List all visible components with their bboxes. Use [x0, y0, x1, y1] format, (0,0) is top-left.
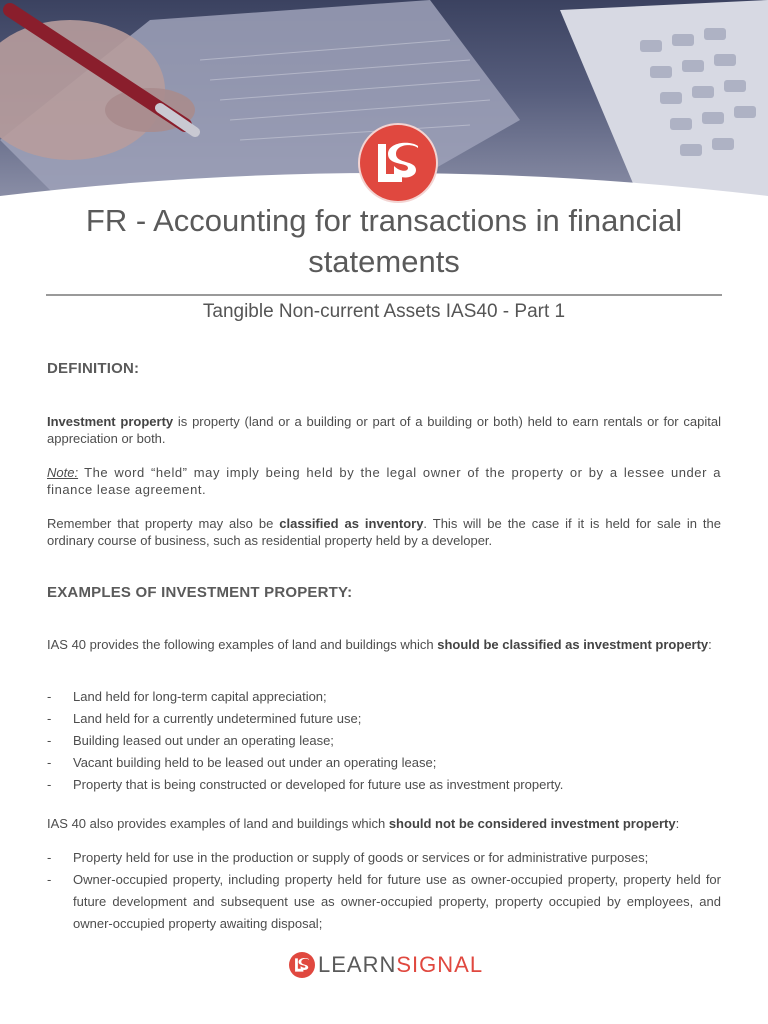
- list-item: [47, 686, 721, 708]
- list-dash: -: [47, 872, 52, 887]
- list-item-text: Land held for a currently undetermined future use;: [73, 711, 362, 726]
- inventory-text-pre: Remember that property may also be: [47, 516, 280, 531]
- list-dash: -: [47, 711, 52, 726]
- list-dash: -: [47, 755, 52, 770]
- inventory-text-post: . This will be the case if it is held for sale in the ordinary course of business, such as residential property held by a developer.: [47, 516, 721, 548]
- examples-intro: [47, 636, 721, 653]
- list-dash: -: [47, 689, 52, 704]
- list-dash: -: [47, 733, 52, 748]
- list-item-text: Building leased out under an operating lease;: [73, 733, 334, 748]
- brand-word-signal: SIGNAL: [396, 952, 484, 977]
- list-item-text: Property held for use in the production or supply of goods or services or for administrative purposes;: [73, 850, 649, 865]
- list-dash: -: [47, 850, 52, 865]
- list-item-text: Property that is being constructed or developed for future use as investment property.: [73, 777, 564, 792]
- not-intro-pre: IAS 40 also provides examples of land and buildings which: [47, 816, 389, 831]
- list-item: [47, 708, 721, 730]
- page-subtitle: Tangible Non-current Assets IAS40 - Part 1: [202, 301, 566, 322]
- list-dash: -: [47, 777, 52, 792]
- list-item-text: Vacant building held to be leased out under an operating lease;: [73, 755, 437, 770]
- note-text: The word “held” may imply being held by the legal owner of the property or by a lessee under a finance lease agreement.: [47, 465, 721, 497]
- list-item: [47, 869, 721, 935]
- not-investment-property-list: [47, 847, 721, 935]
- definition-heading: DEFINITION:: [47, 360, 140, 377]
- definition-paragraph: [47, 413, 721, 447]
- note-label: Note:: [47, 465, 79, 480]
- investment-property-term: Investment property: [47, 414, 174, 429]
- not-investment-intro: [47, 815, 721, 832]
- investment-property-list: [47, 686, 721, 796]
- list-item: [47, 752, 721, 774]
- brand-word-learn: LEARN: [318, 952, 397, 977]
- list-item: [47, 774, 721, 796]
- list-item: [47, 730, 721, 752]
- definition-text: is property (land or a building or part of a building or both) held to earn rentals or for capital appreciation or both.: [47, 414, 721, 446]
- examples-intro-bold: should be classified as investment property: [437, 637, 709, 652]
- list-item: [47, 847, 721, 869]
- learnsignal-logo-icon: [360, 125, 436, 201]
- not-intro-bold: should not be considered investment property: [388, 816, 676, 831]
- list-item-text: Land held for long-term capital appreciation;: [73, 689, 327, 704]
- inventory-term: classified as inventory: [279, 516, 424, 531]
- examples-heading: EXAMPLES OF INVESTMENT PROPERTY:: [47, 584, 353, 601]
- title-divider: [46, 294, 722, 296]
- list-item-text: Owner-occupied property, including property held for future use as owner-occupied property, property held for future development and subsequent use as owner-occupied property, property occupied by employees, and owner-occupied property awaiting disposal;: [73, 872, 721, 931]
- inventory-paragraph: [47, 515, 721, 549]
- not-intro-post: :: [675, 816, 680, 831]
- note-paragraph: [47, 464, 721, 498]
- learnsignal-mark-icon: [289, 952, 315, 978]
- page-title: FR - Accounting for transactions in financial statements: [85, 203, 683, 279]
- examples-intro-pre: IAS 40 provides the following examples of land and buildings which: [47, 637, 438, 652]
- examples-intro-post: :: [708, 637, 712, 652]
- footer-brand-logo: [289, 950, 483, 980]
